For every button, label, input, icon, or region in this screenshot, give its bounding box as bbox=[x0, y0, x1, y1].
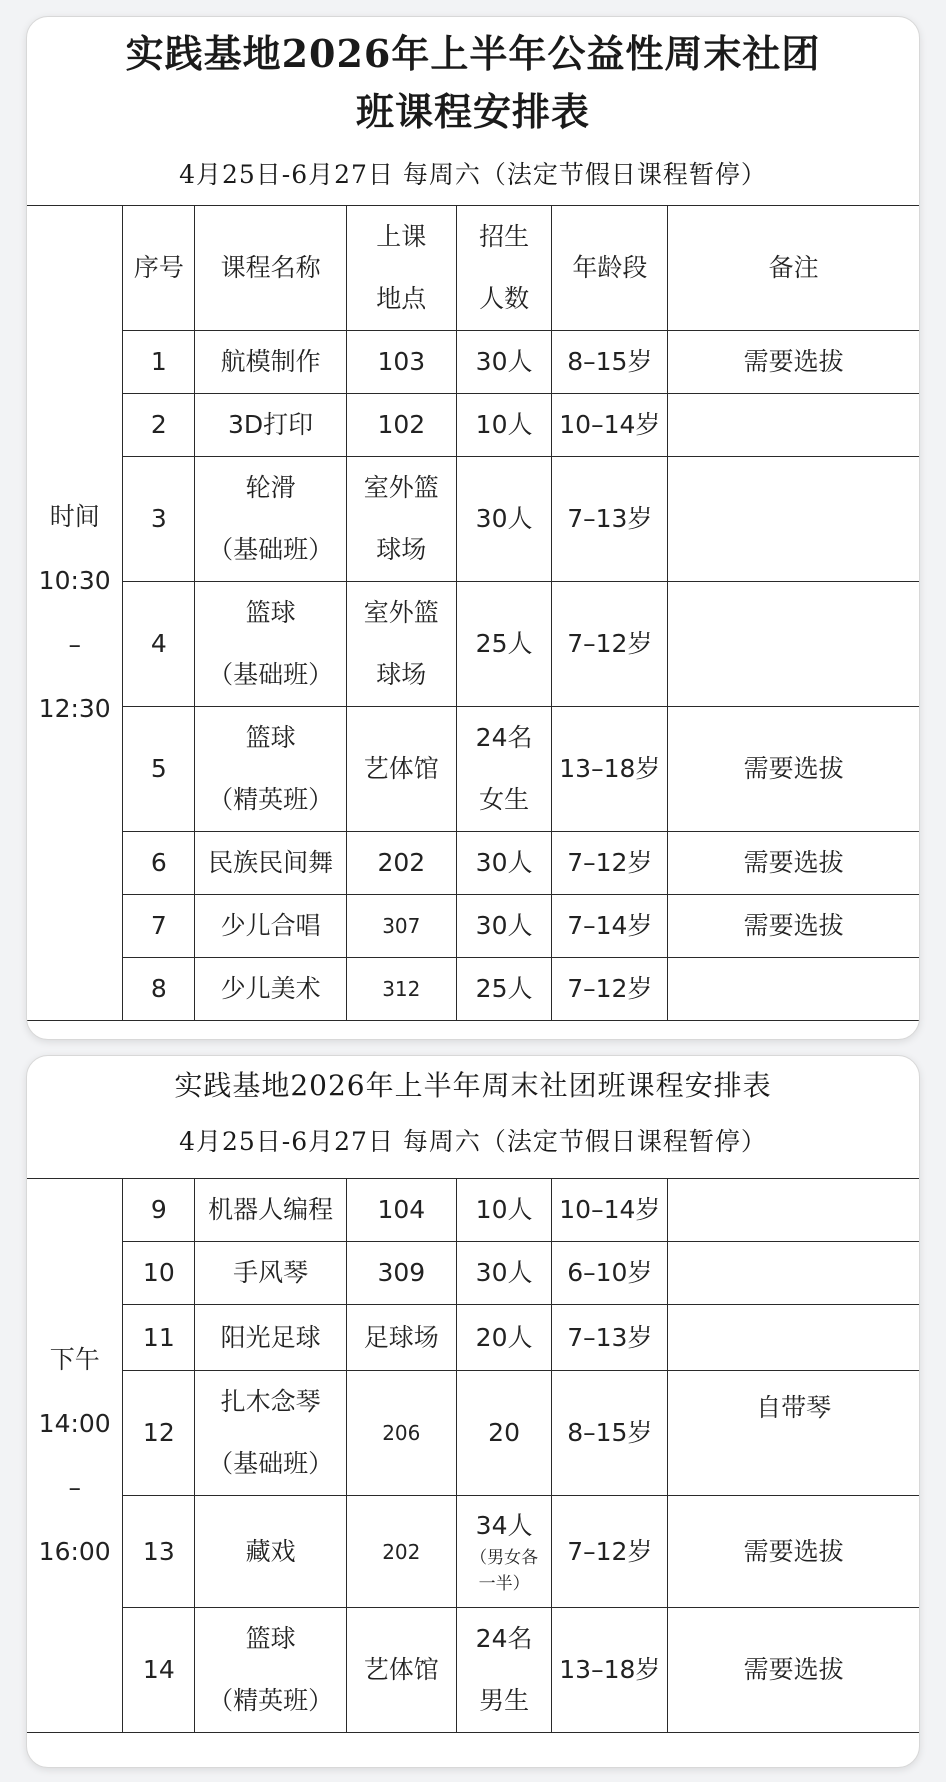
row-place: 104 bbox=[346, 1179, 456, 1242]
sheet2-title: 实践基地2026年上半年周末社团班课程安排表 bbox=[174, 1069, 772, 1102]
time-dash: – bbox=[68, 1472, 81, 1502]
row-note: 需要选拔 bbox=[668, 707, 919, 832]
header-age: 年龄段 bbox=[552, 206, 668, 331]
row-place: 102 bbox=[346, 394, 456, 457]
row-no: 14 bbox=[123, 1608, 195, 1733]
header-name: 课程名称 bbox=[195, 206, 347, 331]
row-note bbox=[668, 457, 919, 582]
row-count: 25人 bbox=[456, 958, 552, 1021]
row-place: 307 bbox=[346, 895, 456, 958]
row-place: 202 bbox=[346, 832, 456, 895]
row-age: 13–18岁 bbox=[552, 1608, 668, 1733]
row-name bbox=[195, 707, 347, 832]
time-label: 时间 bbox=[49, 502, 100, 531]
header-note: 备注 bbox=[668, 206, 919, 331]
sheet1-title-line1: 实践基地2026年上半年公益性周末社团 bbox=[125, 31, 821, 76]
row-no: 4 bbox=[123, 582, 195, 707]
row-place: 103 bbox=[346, 331, 456, 394]
row-no: 8 bbox=[123, 958, 195, 1021]
row-age: 8–15岁 bbox=[552, 1371, 668, 1496]
row-note bbox=[668, 1179, 919, 1242]
row-count-note-l1: （男女各 bbox=[470, 1547, 539, 1568]
row-name: 航模制作 bbox=[195, 331, 347, 394]
row-no: 3 bbox=[123, 457, 195, 582]
row-age: 6–10岁 bbox=[552, 1242, 668, 1305]
row-note bbox=[668, 582, 919, 707]
row-count-l2: 女生 bbox=[479, 785, 530, 814]
header-place-l2: 地点 bbox=[376, 284, 427, 313]
row-no: 2 bbox=[123, 394, 195, 457]
sheet2-subtitle: 4月25日-6月27日 每周六（法定节假日课程暂停） bbox=[179, 1127, 767, 1156]
schedule-sheet-1 bbox=[26, 16, 920, 1040]
sheet1-title-line2: 班课程安排表 bbox=[355, 89, 590, 134]
row-place: 202 bbox=[346, 1496, 456, 1608]
header-place bbox=[346, 206, 456, 331]
row-place bbox=[346, 582, 456, 707]
row-age: 10–14岁 bbox=[552, 394, 668, 457]
row-count: 10人 bbox=[456, 394, 552, 457]
sheet1-title bbox=[27, 25, 919, 141]
time-start: 14:00 bbox=[38, 1408, 111, 1438]
header-row bbox=[27, 206, 919, 331]
row-age: 7–13岁 bbox=[552, 1305, 668, 1371]
row-place: 309 bbox=[346, 1242, 456, 1305]
row-age: 7–14岁 bbox=[552, 895, 668, 958]
row-note bbox=[668, 1242, 919, 1305]
table-row bbox=[27, 1608, 919, 1733]
row-note: 需要选拔 bbox=[668, 1608, 919, 1733]
row-no: 11 bbox=[123, 1305, 195, 1371]
time-end: 12:30 bbox=[38, 694, 111, 723]
row-name-l1: 篮球 bbox=[245, 723, 296, 752]
row-name bbox=[195, 1608, 347, 1733]
table-row bbox=[27, 707, 919, 832]
row-no: 1 bbox=[123, 331, 195, 394]
row-place-l2: 球场 bbox=[376, 660, 427, 689]
row-note: 需要选拔 bbox=[668, 1496, 919, 1608]
row-note bbox=[668, 958, 919, 1021]
row-name: 手风琴 bbox=[195, 1242, 347, 1305]
row-place bbox=[346, 457, 456, 582]
time-label: 下午 bbox=[49, 1344, 100, 1374]
row-count: 20人 bbox=[456, 1305, 552, 1371]
table-row bbox=[27, 1496, 919, 1608]
row-place-l1: 室外篮 bbox=[363, 473, 439, 502]
row-count bbox=[456, 707, 552, 832]
row-no: 7 bbox=[123, 895, 195, 958]
row-name: 民族民间舞 bbox=[195, 832, 347, 895]
time-dash: – bbox=[68, 630, 81, 659]
row-place-l2: 球场 bbox=[376, 535, 427, 564]
row-name-l1: 篮球 bbox=[245, 598, 296, 627]
row-count: 30人 bbox=[456, 331, 552, 394]
row-count: 20 bbox=[456, 1371, 552, 1496]
schedule-sheet-2 bbox=[26, 1055, 920, 1768]
row-no: 6 bbox=[123, 832, 195, 895]
header-count-l1: 招生 bbox=[479, 222, 530, 251]
row-age: 7–12岁 bbox=[552, 958, 668, 1021]
header-count bbox=[456, 206, 552, 331]
table-row bbox=[27, 895, 919, 958]
row-place: 312 bbox=[346, 958, 456, 1021]
row-name-l2: （基础班） bbox=[208, 660, 334, 689]
sheet1-table bbox=[27, 205, 919, 1021]
row-count-note-l2: 一半） bbox=[478, 1573, 530, 1594]
row-name-l2: （精英班） bbox=[208, 1686, 334, 1715]
table-row bbox=[27, 394, 919, 457]
time-slot-morning bbox=[27, 206, 123, 1021]
row-note: 需要选拔 bbox=[668, 331, 919, 394]
row-age: 8–15岁 bbox=[552, 331, 668, 394]
row-name bbox=[195, 457, 347, 582]
header-no: 序号 bbox=[123, 206, 195, 331]
row-count: 30人 bbox=[456, 895, 552, 958]
row-name: 3D打印 bbox=[195, 394, 347, 457]
row-count: 10人 bbox=[456, 1179, 552, 1242]
table-row bbox=[27, 958, 919, 1021]
row-place: 艺体馆 bbox=[346, 707, 456, 832]
row-no: 10 bbox=[123, 1242, 195, 1305]
row-note bbox=[668, 394, 919, 457]
row-age: 13–18岁 bbox=[552, 707, 668, 832]
row-name-l1: 篮球 bbox=[245, 1624, 296, 1653]
row-age: 10–14岁 bbox=[552, 1179, 668, 1242]
row-count: 25人 bbox=[456, 582, 552, 707]
row-count-l1: 24名 bbox=[475, 1624, 533, 1653]
sheet1-subtitle: 4月25日-6月27日 每周六（法定节假日课程暂停） bbox=[179, 160, 767, 189]
table-row bbox=[27, 1242, 919, 1305]
row-name: 少儿合唱 bbox=[195, 895, 347, 958]
row-place: 足球场 bbox=[346, 1305, 456, 1371]
row-note bbox=[668, 1305, 919, 1371]
row-count: 30人 bbox=[456, 832, 552, 895]
header-place-l1: 上课 bbox=[376, 222, 427, 251]
row-place: 艺体馆 bbox=[346, 1608, 456, 1733]
row-count bbox=[456, 1608, 552, 1733]
table-row bbox=[27, 582, 919, 707]
row-note: 需要选拔 bbox=[668, 832, 919, 895]
row-name-l2: （基础班） bbox=[208, 1449, 334, 1478]
row-name-l1: 扎木念琴 bbox=[220, 1387, 321, 1416]
time-slot-afternoon bbox=[27, 1179, 123, 1733]
row-name-l2: （基础班） bbox=[208, 535, 334, 564]
row-note: 需要选拔 bbox=[668, 895, 919, 958]
row-note: 自带琴 bbox=[668, 1371, 919, 1496]
row-count bbox=[456, 1496, 552, 1608]
row-count-l2: 男生 bbox=[479, 1686, 530, 1715]
row-name-l2: （精英班） bbox=[208, 785, 334, 814]
sheet2-table bbox=[27, 1178, 919, 1733]
row-count-l1: 34人 bbox=[475, 1510, 533, 1540]
row-name: 机器人编程 bbox=[195, 1179, 347, 1242]
row-name bbox=[195, 582, 347, 707]
table-row bbox=[27, 832, 919, 895]
row-no: 13 bbox=[123, 1496, 195, 1608]
row-no: 9 bbox=[123, 1179, 195, 1242]
row-age: 7–12岁 bbox=[552, 1496, 668, 1608]
time-end: 16:00 bbox=[38, 1536, 111, 1566]
row-no: 12 bbox=[123, 1371, 195, 1496]
row-place-l1: 室外篮 bbox=[363, 598, 439, 627]
row-name bbox=[195, 1371, 347, 1496]
row-name: 阳光足球 bbox=[195, 1305, 347, 1371]
header-count-l2: 人数 bbox=[479, 284, 530, 313]
table-row bbox=[27, 331, 919, 394]
table-row bbox=[27, 1305, 919, 1371]
row-no: 5 bbox=[123, 707, 195, 832]
row-name: 少儿美术 bbox=[195, 958, 347, 1021]
row-count: 30人 bbox=[456, 1242, 552, 1305]
row-count-l1: 24名 bbox=[475, 723, 533, 752]
time-start: 10:30 bbox=[38, 566, 111, 595]
row-name-l1: 轮滑 bbox=[245, 473, 296, 502]
row-age: 7–12岁 bbox=[552, 832, 668, 895]
table-row bbox=[27, 457, 919, 582]
row-name: 藏戏 bbox=[195, 1496, 347, 1608]
table-row bbox=[27, 1179, 919, 1242]
row-count: 30人 bbox=[456, 457, 552, 582]
row-place: 206 bbox=[346, 1371, 456, 1496]
row-age: 7–13岁 bbox=[552, 457, 668, 582]
table-row bbox=[27, 1371, 919, 1496]
row-age: 7–12岁 bbox=[552, 582, 668, 707]
